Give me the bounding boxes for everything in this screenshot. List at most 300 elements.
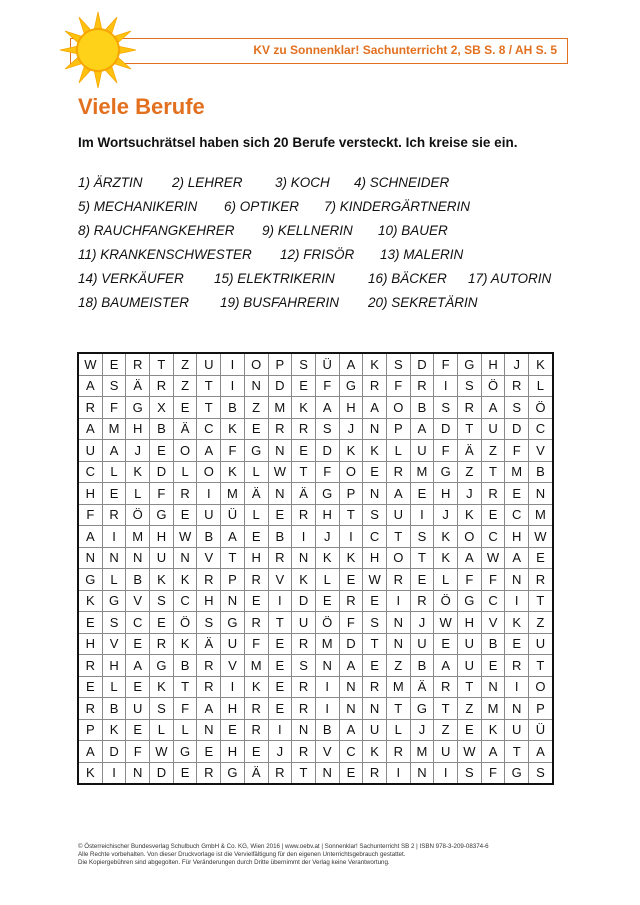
grid-cell[interactable]: Ü — [221, 504, 245, 526]
grid-cell[interactable]: T — [505, 741, 529, 763]
grid-cell[interactable]: D — [315, 440, 339, 462]
grid-cell[interactable]: A — [221, 526, 245, 548]
grid-cell[interactable]: K — [221, 418, 245, 440]
grid-cell[interactable]: Ü — [529, 719, 553, 741]
grid-cell[interactable]: T — [173, 676, 197, 698]
grid-cell[interactable]: K — [458, 504, 482, 526]
grid-cell[interactable]: M — [315, 633, 339, 655]
grid-cell[interactable]: F — [505, 440, 529, 462]
grid-cell[interactable]: T — [458, 418, 482, 440]
grid-cell[interactable]: R — [78, 397, 102, 419]
grid-cell[interactable]: Ä — [292, 483, 316, 505]
grid-cell[interactable]: B — [410, 397, 434, 419]
grid-cell[interactable]: C — [529, 418, 553, 440]
grid-cell[interactable]: I — [410, 504, 434, 526]
grid-cell[interactable]: Ä — [197, 633, 221, 655]
grid-cell[interactable]: J — [268, 741, 292, 763]
grid-cell[interactable]: V — [268, 569, 292, 591]
grid-cell[interactable]: E — [221, 719, 245, 741]
grid-cell[interactable]: A — [386, 483, 410, 505]
grid-cell[interactable]: N — [244, 375, 268, 397]
grid-cell[interactable]: O — [458, 526, 482, 548]
grid-cell[interactable]: P — [529, 698, 553, 720]
grid-cell[interactable]: M — [244, 655, 268, 677]
grid-cell[interactable]: O — [197, 461, 221, 483]
grid-cell[interactable]: K — [339, 440, 363, 462]
grid-cell[interactable]: G — [173, 741, 197, 763]
grid-cell[interactable]: I — [268, 590, 292, 612]
grid-cell[interactable]: K — [78, 762, 102, 784]
grid-cell[interactable]: G — [458, 590, 482, 612]
grid-cell[interactable]: O — [339, 461, 363, 483]
grid-cell[interactable]: L — [173, 719, 197, 741]
grid-cell[interactable]: R — [529, 569, 553, 591]
grid-cell[interactable]: E — [434, 633, 458, 655]
grid-cell[interactable]: D — [102, 741, 126, 763]
grid-cell[interactable]: W — [458, 741, 482, 763]
grid-cell[interactable]: E — [173, 504, 197, 526]
grid-cell[interactable]: R — [78, 655, 102, 677]
grid-cell[interactable]: D — [410, 353, 434, 375]
grid-cell[interactable]: R — [363, 375, 387, 397]
grid-cell[interactable]: B — [529, 461, 553, 483]
grid-cell[interactable]: R — [339, 590, 363, 612]
grid-cell[interactable]: Ö — [434, 590, 458, 612]
grid-cell[interactable]: G — [150, 655, 174, 677]
grid-cell[interactable]: C — [481, 526, 505, 548]
grid-cell[interactable]: A — [339, 719, 363, 741]
grid-cell[interactable]: B — [173, 655, 197, 677]
grid-cell[interactable]: F — [481, 569, 505, 591]
grid-cell[interactable]: L — [102, 569, 126, 591]
grid-cell[interactable]: I — [386, 590, 410, 612]
grid-cell[interactable]: E — [410, 569, 434, 591]
grid-cell[interactable]: U — [505, 719, 529, 741]
grid-cell[interactable]: G — [126, 397, 150, 419]
grid-cell[interactable]: I — [197, 483, 221, 505]
grid-cell[interactable]: A — [78, 526, 102, 548]
grid-cell[interactable]: K — [434, 526, 458, 548]
grid-cell[interactable]: S — [458, 375, 482, 397]
grid-cell[interactable]: S — [315, 418, 339, 440]
grid-cell[interactable]: S — [410, 526, 434, 548]
grid-cell[interactable]: I — [505, 590, 529, 612]
grid-cell[interactable]: E — [268, 655, 292, 677]
grid-cell[interactable]: L — [315, 569, 339, 591]
grid-cell[interactable]: J — [434, 504, 458, 526]
grid-cell[interactable]: E — [244, 526, 268, 548]
grid-cell[interactable]: R — [292, 418, 316, 440]
grid-cell[interactable]: M — [481, 698, 505, 720]
grid-cell[interactable]: V — [102, 633, 126, 655]
grid-cell[interactable]: E — [126, 676, 150, 698]
grid-cell[interactable]: H — [78, 633, 102, 655]
grid-cell[interactable]: L — [102, 676, 126, 698]
grid-cell[interactable]: P — [78, 719, 102, 741]
grid-cell[interactable]: S — [434, 397, 458, 419]
grid-cell[interactable]: Z — [481, 440, 505, 462]
grid-cell[interactable]: F — [434, 353, 458, 375]
grid-cell[interactable]: R — [410, 590, 434, 612]
grid-cell[interactable]: D — [268, 375, 292, 397]
grid-cell[interactable]: N — [505, 698, 529, 720]
grid-cell[interactable]: R — [458, 397, 482, 419]
grid-cell[interactable]: K — [363, 741, 387, 763]
grid-cell[interactable]: R — [197, 655, 221, 677]
grid-cell[interactable]: L — [244, 461, 268, 483]
grid-cell[interactable]: U — [126, 698, 150, 720]
grid-cell[interactable]: R — [292, 676, 316, 698]
grid-cell[interactable]: S — [292, 655, 316, 677]
grid-cell[interactable]: L — [529, 375, 553, 397]
grid-cell[interactable]: T — [150, 353, 174, 375]
grid-cell[interactable]: U — [78, 440, 102, 462]
grid-cell[interactable]: O — [244, 353, 268, 375]
grid-cell[interactable]: E — [197, 741, 221, 763]
grid-cell[interactable]: K — [505, 612, 529, 634]
grid-cell[interactable]: T — [434, 698, 458, 720]
grid-cell[interactable]: H — [339, 397, 363, 419]
grid-cell[interactable]: U — [363, 719, 387, 741]
grid-cell[interactable]: M — [268, 397, 292, 419]
grid-cell[interactable]: K — [78, 590, 102, 612]
grid-cell[interactable]: A — [126, 655, 150, 677]
grid-cell[interactable]: S — [458, 762, 482, 784]
grid-cell[interactable]: F — [173, 698, 197, 720]
grid-cell[interactable]: M — [386, 676, 410, 698]
grid-cell[interactable]: L — [102, 461, 126, 483]
grid-cell[interactable]: D — [292, 590, 316, 612]
grid-cell[interactable]: M — [505, 461, 529, 483]
grid-cell[interactable]: R — [292, 741, 316, 763]
grid-cell[interactable]: E — [268, 504, 292, 526]
grid-cell[interactable]: R — [197, 676, 221, 698]
grid-cell[interactable]: F — [339, 612, 363, 634]
grid-cell[interactable]: U — [292, 612, 316, 634]
grid-cell[interactable]: U — [150, 547, 174, 569]
grid-cell[interactable]: T — [410, 547, 434, 569]
grid-cell[interactable]: S — [150, 698, 174, 720]
grid-cell[interactable]: V — [529, 440, 553, 462]
grid-cell[interactable]: R — [481, 483, 505, 505]
grid-cell[interactable]: T — [386, 698, 410, 720]
grid-cell[interactable]: K — [529, 353, 553, 375]
grid-cell[interactable]: H — [197, 590, 221, 612]
grid-cell[interactable]: E — [339, 762, 363, 784]
grid-cell[interactable]: G — [458, 353, 482, 375]
grid-cell[interactable]: N — [529, 483, 553, 505]
grid-cell[interactable]: Z — [458, 698, 482, 720]
grid-cell[interactable]: I — [221, 375, 245, 397]
grid-cell[interactable]: Ä — [244, 762, 268, 784]
grid-cell[interactable]: M — [529, 504, 553, 526]
grid-cell[interactable]: M — [410, 461, 434, 483]
grid-cell[interactable]: T — [458, 676, 482, 698]
grid-cell[interactable]: R — [150, 633, 174, 655]
grid-cell[interactable]: A — [315, 397, 339, 419]
grid-cell[interactable]: J — [410, 719, 434, 741]
grid-cell[interactable]: A — [339, 353, 363, 375]
grid-cell[interactable]: E — [102, 483, 126, 505]
grid-cell[interactable]: H — [244, 547, 268, 569]
grid-cell[interactable]: H — [458, 612, 482, 634]
grid-cell[interactable]: F — [126, 741, 150, 763]
grid-cell[interactable]: Ä — [173, 418, 197, 440]
grid-cell[interactable]: W — [481, 547, 505, 569]
grid-cell[interactable]: A — [481, 741, 505, 763]
grid-cell[interactable]: C — [197, 418, 221, 440]
grid-cell[interactable]: K — [363, 353, 387, 375]
grid-cell[interactable]: Ö — [529, 397, 553, 419]
grid-cell[interactable]: T — [339, 504, 363, 526]
grid-cell[interactable]: G — [339, 375, 363, 397]
grid-cell[interactable]: E — [363, 461, 387, 483]
grid-cell[interactable]: D — [150, 762, 174, 784]
grid-cell[interactable]: T — [481, 461, 505, 483]
grid-cell[interactable]: P — [386, 418, 410, 440]
grid-cell[interactable]: F — [481, 762, 505, 784]
grid-cell[interactable]: U — [386, 504, 410, 526]
grid-cell[interactable]: G — [221, 612, 245, 634]
grid-cell[interactable]: Z — [434, 719, 458, 741]
grid-cell[interactable]: E — [505, 633, 529, 655]
grid-cell[interactable]: S — [529, 762, 553, 784]
grid-cell[interactable]: E — [78, 612, 102, 634]
grid-cell[interactable]: E — [292, 440, 316, 462]
grid-cell[interactable]: E — [268, 698, 292, 720]
grid-cell[interactable]: G — [505, 762, 529, 784]
grid-cell[interactable]: O — [386, 547, 410, 569]
grid-cell[interactable]: H — [78, 483, 102, 505]
grid-cell[interactable]: Ö — [481, 375, 505, 397]
grid-cell[interactable]: L — [150, 719, 174, 741]
grid-cell[interactable]: C — [481, 590, 505, 612]
grid-cell[interactable]: E — [529, 547, 553, 569]
grid-cell[interactable]: N — [221, 590, 245, 612]
grid-cell[interactable]: R — [197, 569, 221, 591]
grid-cell[interactable]: A — [78, 375, 102, 397]
grid-cell[interactable]: I — [292, 526, 316, 548]
grid-cell[interactable]: F — [244, 633, 268, 655]
grid-cell[interactable]: Ä — [458, 440, 482, 462]
grid-cell[interactable]: Ü — [315, 353, 339, 375]
grid-cell[interactable]: W — [78, 353, 102, 375]
grid-cell[interactable]: Ö — [315, 612, 339, 634]
grid-cell[interactable]: K — [363, 440, 387, 462]
grid-cell[interactable]: B — [126, 569, 150, 591]
grid-cell[interactable]: I — [434, 375, 458, 397]
grid-cell[interactable]: N — [268, 483, 292, 505]
grid-cell[interactable]: R — [268, 418, 292, 440]
grid-cell[interactable]: K — [481, 719, 505, 741]
grid-cell[interactable]: N — [126, 547, 150, 569]
grid-cell[interactable]: W — [268, 461, 292, 483]
grid-cell[interactable]: I — [339, 526, 363, 548]
grid-cell[interactable]: M — [102, 418, 126, 440]
grid-cell[interactable]: R — [505, 655, 529, 677]
grid-cell[interactable]: F — [150, 483, 174, 505]
grid-cell[interactable]: N — [339, 698, 363, 720]
grid-cell[interactable]: R — [505, 375, 529, 397]
grid-cell[interactable]: C — [126, 612, 150, 634]
grid-cell[interactable]: G — [410, 698, 434, 720]
grid-cell[interactable]: N — [386, 633, 410, 655]
grid-cell[interactable]: N — [292, 547, 316, 569]
grid-cell[interactable]: T — [197, 397, 221, 419]
grid-cell[interactable]: A — [197, 698, 221, 720]
grid-cell[interactable]: N — [292, 719, 316, 741]
grid-cell[interactable]: A — [434, 655, 458, 677]
grid-cell[interactable]: S — [386, 353, 410, 375]
grid-cell[interactable]: E — [126, 633, 150, 655]
grid-cell[interactable]: G — [102, 590, 126, 612]
grid-cell[interactable]: I — [315, 676, 339, 698]
grid-cell[interactable]: B — [102, 698, 126, 720]
grid-cell[interactable]: O — [529, 676, 553, 698]
grid-cell[interactable]: K — [339, 547, 363, 569]
grid-cell[interactable]: G — [221, 762, 245, 784]
grid-cell[interactable]: V — [221, 655, 245, 677]
grid-cell[interactable]: A — [78, 418, 102, 440]
grid-cell[interactable]: N — [126, 762, 150, 784]
grid-cell[interactable]: P — [221, 569, 245, 591]
grid-cell[interactable]: M — [410, 741, 434, 763]
grid-cell[interactable]: N — [363, 698, 387, 720]
grid-cell[interactable]: C — [363, 526, 387, 548]
grid-cell[interactable]: E — [481, 655, 505, 677]
grid-cell[interactable]: F — [315, 461, 339, 483]
grid-cell[interactable]: A — [363, 397, 387, 419]
grid-cell[interactable]: B — [481, 633, 505, 655]
grid-cell[interactable]: E — [150, 440, 174, 462]
grid-cell[interactable]: D — [150, 461, 174, 483]
grid-cell[interactable]: K — [292, 569, 316, 591]
grid-cell[interactable]: Z — [173, 375, 197, 397]
grid-cell[interactable]: I — [386, 762, 410, 784]
grid-cell[interactable]: N — [268, 440, 292, 462]
grid-cell[interactable]: B — [150, 418, 174, 440]
grid-cell[interactable]: G — [244, 440, 268, 462]
grid-cell[interactable]: R — [173, 483, 197, 505]
grid-cell[interactable]: Z — [458, 461, 482, 483]
grid-cell[interactable]: F — [102, 397, 126, 419]
grid-cell[interactable]: E — [244, 590, 268, 612]
grid-cell[interactable]: G — [434, 461, 458, 483]
grid-cell[interactable]: G — [78, 569, 102, 591]
grid-cell[interactable]: P — [268, 353, 292, 375]
grid-cell[interactable]: A — [339, 655, 363, 677]
grid-cell[interactable]: F — [386, 375, 410, 397]
grid-cell[interactable]: B — [315, 719, 339, 741]
grid-cell[interactable]: N — [315, 655, 339, 677]
grid-cell[interactable]: U — [197, 353, 221, 375]
grid-cell[interactable]: N — [339, 676, 363, 698]
grid-cell[interactable]: R — [126, 353, 150, 375]
grid-cell[interactable]: E — [268, 676, 292, 698]
grid-cell[interactable]: E — [315, 590, 339, 612]
grid-cell[interactable]: C — [339, 741, 363, 763]
grid-cell[interactable]: E — [363, 655, 387, 677]
grid-cell[interactable]: N — [363, 483, 387, 505]
grid-cell[interactable]: S — [102, 612, 126, 634]
grid-cell[interactable]: E — [339, 569, 363, 591]
grid-cell[interactable]: N — [315, 762, 339, 784]
grid-cell[interactable]: Z — [529, 612, 553, 634]
grid-cell[interactable]: K — [150, 569, 174, 591]
grid-cell[interactable]: R — [102, 504, 126, 526]
grid-cell[interactable]: E — [363, 590, 387, 612]
grid-cell[interactable]: K — [315, 547, 339, 569]
grid-cell[interactable]: E — [268, 633, 292, 655]
grid-cell[interactable]: U — [458, 655, 482, 677]
grid-cell[interactable]: J — [410, 612, 434, 634]
grid-cell[interactable]: V — [481, 612, 505, 634]
grid-cell[interactable]: E — [244, 418, 268, 440]
grid-cell[interactable]: T — [363, 633, 387, 655]
grid-cell[interactable]: C — [78, 461, 102, 483]
grid-cell[interactable]: R — [386, 569, 410, 591]
grid-cell[interactable]: S — [505, 397, 529, 419]
grid-cell[interactable]: D — [339, 633, 363, 655]
grid-cell[interactable]: I — [221, 676, 245, 698]
grid-cell[interactable]: H — [126, 418, 150, 440]
grid-cell[interactable]: A — [197, 440, 221, 462]
grid-cell[interactable]: S — [363, 504, 387, 526]
grid-cell[interactable]: R — [244, 719, 268, 741]
grid-cell[interactable]: G — [315, 483, 339, 505]
grid-cell[interactable]: R — [268, 547, 292, 569]
grid-cell[interactable]: A — [410, 418, 434, 440]
grid-cell[interactable]: S — [363, 612, 387, 634]
grid-cell[interactable]: F — [458, 569, 482, 591]
grid-cell[interactable]: R — [244, 612, 268, 634]
grid-cell[interactable]: T — [529, 655, 553, 677]
grid-cell[interactable]: H — [315, 504, 339, 526]
grid-cell[interactable]: Z — [173, 353, 197, 375]
grid-cell[interactable]: R — [292, 504, 316, 526]
grid-cell[interactable]: O — [173, 440, 197, 462]
grid-cell[interactable]: R — [386, 741, 410, 763]
grid-cell[interactable]: R — [386, 461, 410, 483]
grid-cell[interactable]: U — [410, 633, 434, 655]
grid-cell[interactable]: S — [197, 612, 221, 634]
grid-cell[interactable]: W — [150, 741, 174, 763]
grid-cell[interactable]: A — [529, 741, 553, 763]
grid-cell[interactable]: B — [268, 526, 292, 548]
grid-cell[interactable]: G — [150, 504, 174, 526]
grid-cell[interactable]: N — [505, 569, 529, 591]
grid-cell[interactable]: L — [173, 461, 197, 483]
grid-cell[interactable]: Z — [386, 655, 410, 677]
grid-cell[interactable]: R — [292, 698, 316, 720]
grid-cell[interactable]: E — [150, 612, 174, 634]
grid-cell[interactable]: I — [505, 676, 529, 698]
grid-cell[interactable]: O — [386, 397, 410, 419]
grid-cell[interactable]: U — [529, 633, 553, 655]
grid-cell[interactable]: Ä — [410, 676, 434, 698]
grid-cell[interactable]: F — [315, 375, 339, 397]
grid-cell[interactable]: R — [244, 569, 268, 591]
grid-cell[interactable]: W — [173, 526, 197, 548]
grid-cell[interactable]: E — [244, 741, 268, 763]
grid-cell[interactable]: E — [481, 504, 505, 526]
grid-cell[interactable]: M — [221, 483, 245, 505]
grid-cell[interactable]: K — [173, 569, 197, 591]
grid-cell[interactable]: J — [458, 483, 482, 505]
grid-cell[interactable]: R — [268, 762, 292, 784]
grid-cell[interactable]: T — [268, 612, 292, 634]
grid-cell[interactable]: Ö — [173, 612, 197, 634]
